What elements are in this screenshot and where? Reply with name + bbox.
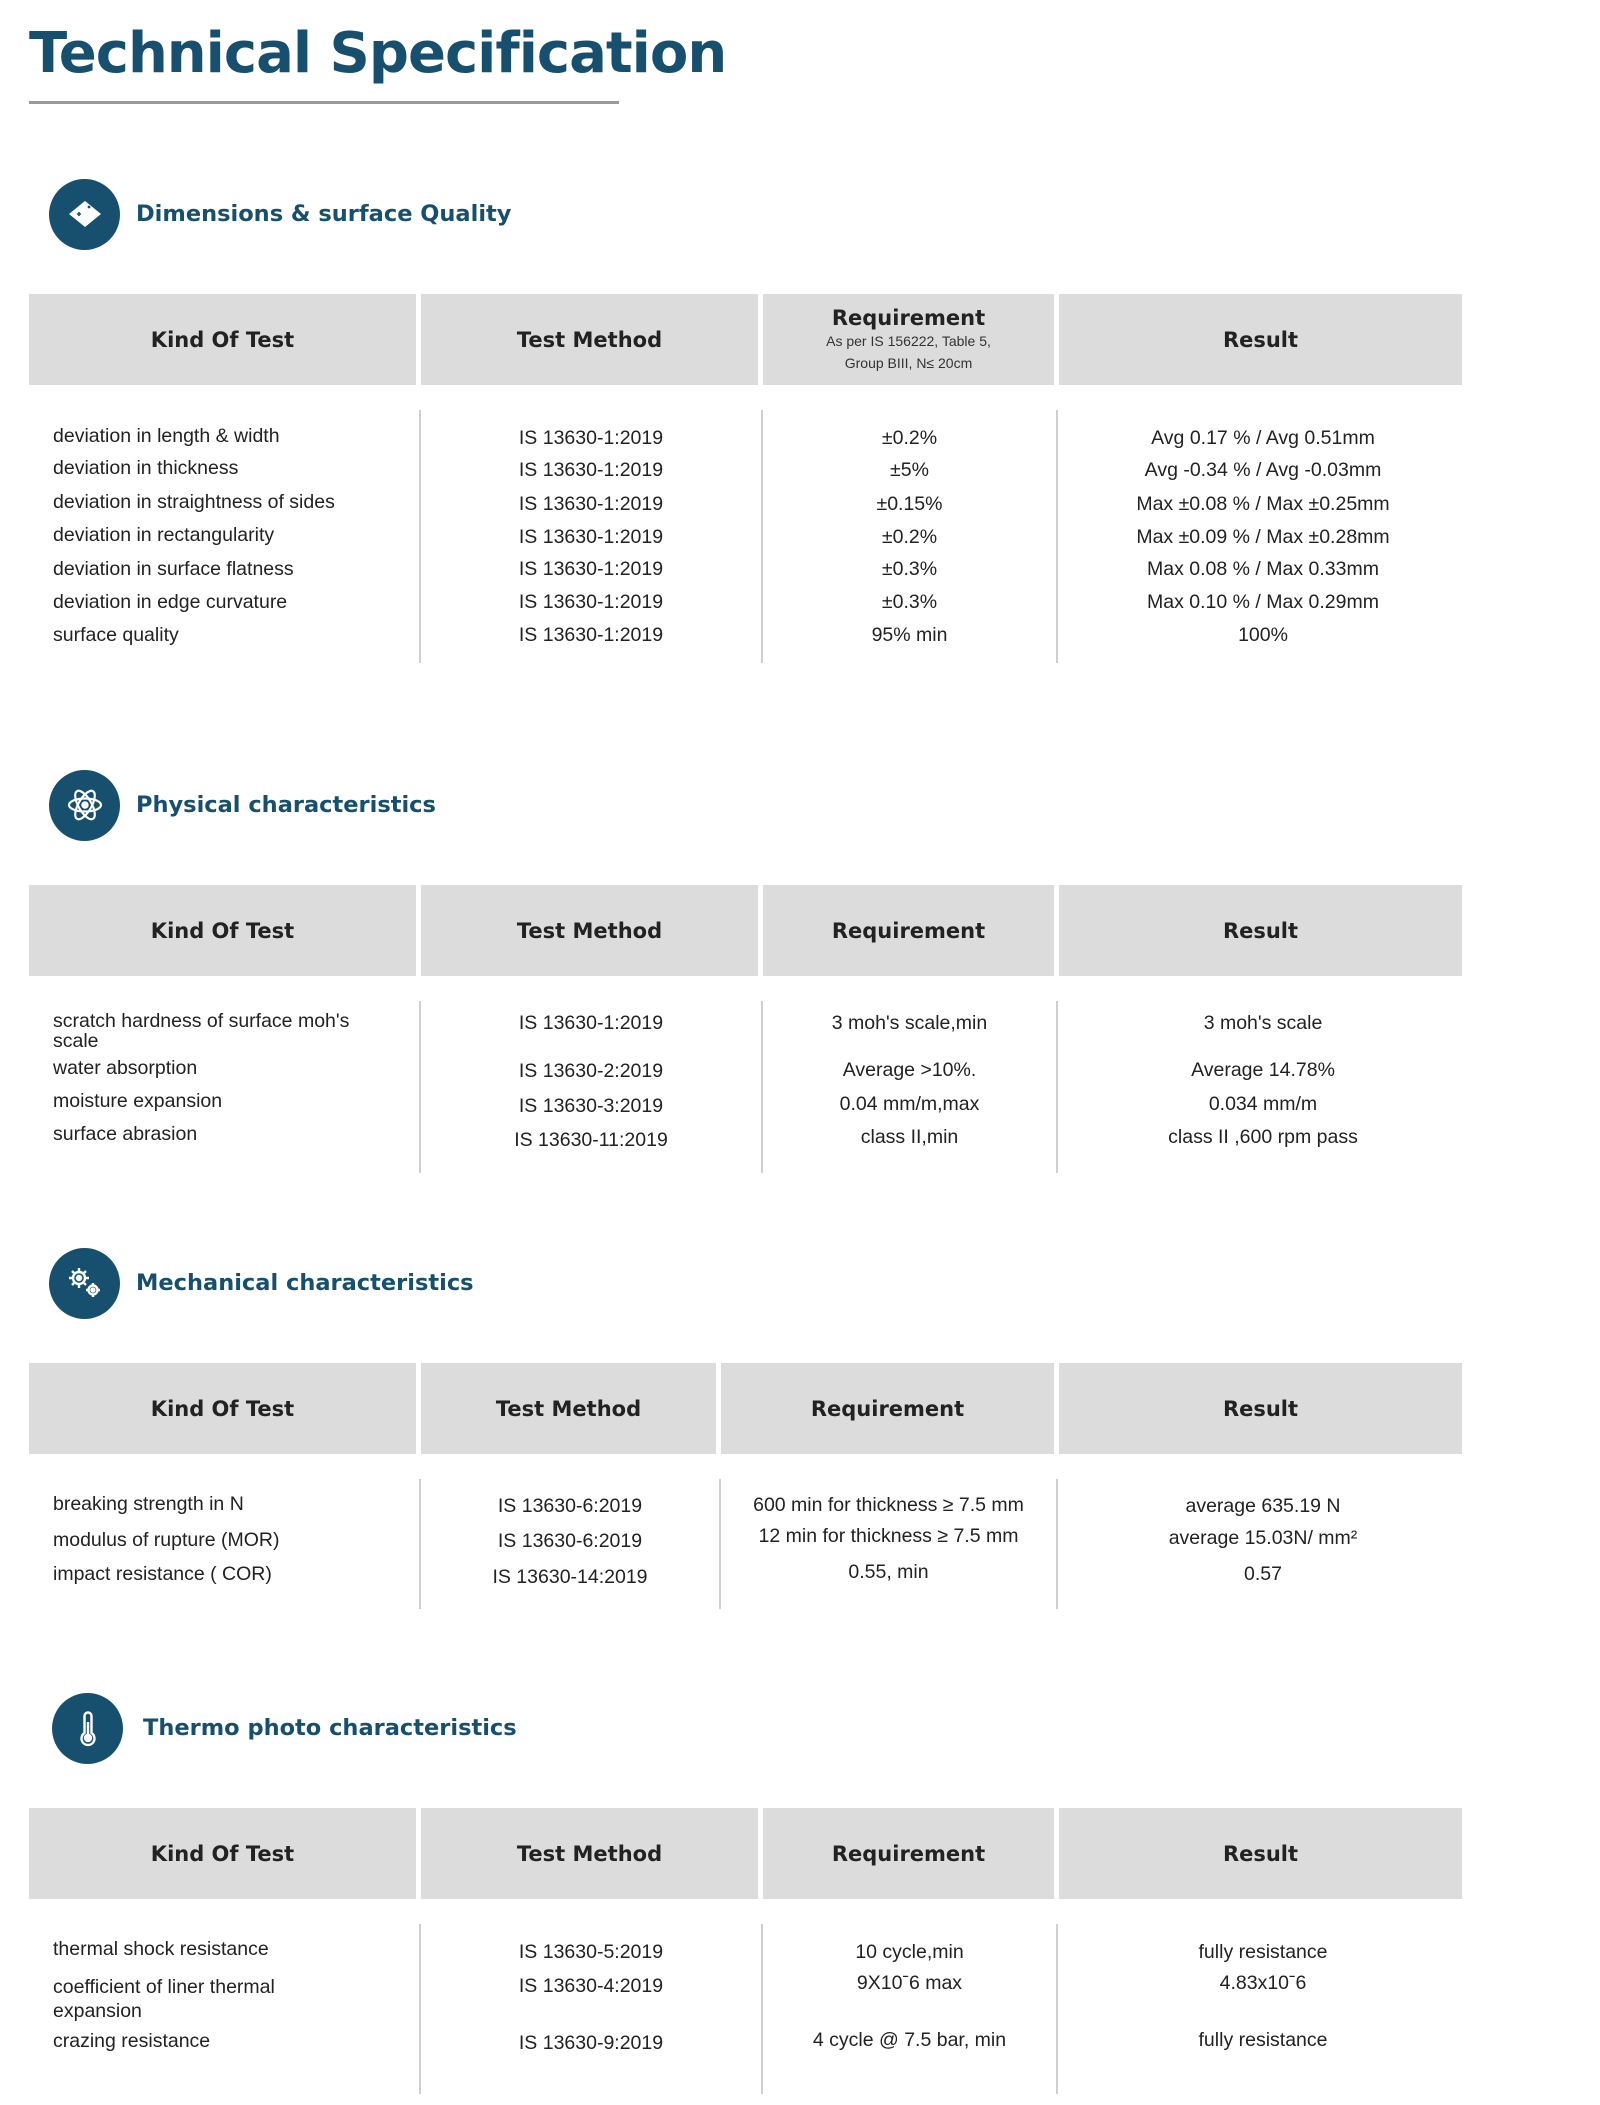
- table-cell: crazing resistance: [53, 2030, 211, 2052]
- column-kind-of-test: [29, 1479, 419, 1609]
- table-cell: Max ±0.08 % / Max ±0.25mm: [1136, 493, 1390, 515]
- column-result: [1056, 410, 1468, 663]
- table-cell: ±0.3%: [881, 558, 938, 580]
- column-requirement: [761, 1001, 1056, 1173]
- table-cell: impact resistance ( COR): [53, 1563, 272, 1585]
- header-test-method: Test Method: [421, 294, 758, 385]
- table-cell: fully resistance: [1198, 1941, 1328, 1963]
- header-kind-of-test: Kind Of Test: [29, 1363, 416, 1454]
- table-cell: IS 13630-11:2019: [514, 1129, 668, 1151]
- table-cell: 12 min for thickness ≥ 7.5 mm: [758, 1525, 1019, 1547]
- table-cell: moisture expansion: [53, 1090, 223, 1112]
- table-cell: deviation in thickness: [53, 457, 239, 479]
- column-test-method: [419, 410, 761, 663]
- table-cell: 95% min: [871, 624, 948, 646]
- header-test-method: Test Method: [421, 1363, 716, 1454]
- table-cell: coefficient of liner thermal expansion: [53, 1976, 275, 2022]
- table-cell: surface quality: [53, 624, 179, 646]
- header-requirement: Requirement: [763, 1808, 1054, 1899]
- table-cell: 4 cycle @ 7.5 bar, min: [812, 2029, 1007, 2051]
- table-cell: surface abrasion: [53, 1123, 198, 1145]
- section-title: Physical characteristics: [136, 792, 436, 818]
- table-cell: IS 13630-1:2019: [518, 624, 664, 646]
- table-header: [29, 1808, 1472, 1899]
- table-cell: modulus of rupture (MOR): [53, 1529, 280, 1551]
- gears-icon: [49, 1248, 120, 1319]
- header-requirement: Requirement As per IS 156222, Table 5, Group BIII, N≤ 20cm: [763, 294, 1054, 385]
- column-kind-of-test: [29, 410, 419, 663]
- column-requirement: [761, 1924, 1056, 2094]
- table-cell: thermal shock resistance: [53, 1938, 269, 1960]
- column-requirement: [761, 410, 1056, 663]
- table-cell: IS 13630-2:2019: [518, 1060, 664, 1082]
- table-cell: deviation in straightness of sides: [53, 491, 335, 513]
- table-cell: 600 min for thickness ≥ 7.5 mm: [753, 1494, 1024, 1516]
- requirement-note: As per IS 156222, Table 5,: [826, 332, 991, 349]
- table-cell: IS 13630-14:2019: [492, 1566, 648, 1588]
- table-body: [29, 1479, 1472, 1609]
- header-result: Result: [1059, 1808, 1462, 1899]
- table-cell: Average >10%.: [842, 1059, 977, 1081]
- table-cell: fully resistance: [1198, 2029, 1328, 2051]
- section-title: Mechanical characteristics: [136, 1270, 474, 1296]
- table-cell: deviation in rectangularity: [53, 524, 275, 546]
- table-cell: scratch hardness of surface moh's scale: [53, 1010, 350, 1052]
- table-cell: Avg -0.34 % / Avg -0.03mm: [1144, 459, 1382, 481]
- header-result: Result: [1059, 294, 1462, 385]
- table-body: [29, 1924, 1472, 2094]
- table-cell: class II ,600 rpm pass: [1168, 1126, 1358, 1148]
- table-cell: 3 moh's scale: [1203, 1012, 1323, 1034]
- column-result: [1056, 1924, 1468, 2094]
- table-cell: Avg 0.17 % / Avg 0.51mm: [1151, 427, 1375, 449]
- column-test-method: [419, 1479, 719, 1609]
- table-cell: ±0.3%: [881, 591, 938, 613]
- table-cell: class II,min: [860, 1126, 959, 1148]
- section-header: [49, 769, 436, 841]
- column-test-method: [419, 1001, 761, 1173]
- table-cell: ±0.2%: [881, 427, 938, 449]
- atom-icon: [49, 770, 120, 841]
- header-requirement: Requirement: [721, 1363, 1054, 1454]
- table-cell: 0.55, min: [848, 1561, 929, 1583]
- table-cell: deviation in edge curvature: [53, 591, 288, 613]
- thermometer-icon: [52, 1693, 123, 1764]
- tile-icon: [49, 179, 120, 250]
- header-kind-of-test: Kind Of Test: [29, 1808, 416, 1899]
- table-cell: ±0.2%: [881, 526, 938, 548]
- table-cell: IS 13630-4:2019: [518, 1975, 664, 1997]
- table-body: [29, 410, 1472, 663]
- table-header: [29, 294, 1472, 385]
- table-cell: Max ±0.09 % / Max ±0.28mm: [1136, 526, 1390, 548]
- section-title: Thermo photo characteristics: [143, 1715, 517, 1741]
- title-underline: [29, 101, 619, 104]
- table-cell: IS 13630-1:2019: [518, 1012, 664, 1034]
- table-cell: 9X10ˉ6 max: [856, 1972, 963, 1994]
- table-cell: deviation in surface flatness: [53, 558, 294, 580]
- table-header: [29, 1363, 1472, 1454]
- section-header: [52, 1692, 517, 1764]
- table-cell: IS 13630-5:2019: [518, 1941, 664, 1963]
- header-result: Result: [1059, 1363, 1462, 1454]
- table-cell: breaking strength in N: [53, 1493, 244, 1515]
- table-cell: 4.83x10ˉ6: [1219, 1972, 1307, 1994]
- table-body: [29, 1001, 1472, 1173]
- table-cell: deviation in length & width: [53, 425, 280, 447]
- table-cell: IS 13630-1:2019: [518, 427, 664, 449]
- table-cell: ±0.15%: [876, 493, 943, 515]
- table-cell: water absorption: [53, 1057, 198, 1079]
- table-cell: IS 13630-3:2019: [518, 1095, 664, 1117]
- column-requirement: [719, 1479, 1056, 1609]
- header-test-method: Test Method: [421, 1808, 758, 1899]
- table-cell: IS 13630-9:2019: [518, 2032, 664, 2054]
- section-header: [49, 1247, 474, 1319]
- table-cell: 0.034 mm/m: [1208, 1093, 1318, 1115]
- table-cell: IS 13630-1:2019: [518, 558, 664, 580]
- header-kind-of-test: Kind Of Test: [29, 885, 416, 976]
- table-cell: 100%: [1238, 624, 1288, 646]
- table-cell: 0.04 mm/m,max: [839, 1093, 980, 1115]
- table-cell: Max 0.10 % / Max 0.29mm: [1147, 591, 1379, 613]
- column-result: [1056, 1479, 1468, 1609]
- table-cell: IS 13630-1:2019: [518, 493, 664, 515]
- section-title: Dimensions & surface Quality: [136, 201, 512, 227]
- table-cell: IS 13630-6:2019: [497, 1530, 643, 1552]
- table-cell: 10 cycle,min: [855, 1941, 964, 1963]
- header-requirement: Requirement: [763, 885, 1054, 976]
- table-cell: ±5%: [890, 459, 929, 481]
- column-test-method: [419, 1924, 761, 2094]
- table-cell: IS 13630-1:2019: [518, 459, 664, 481]
- column-result: [1056, 1001, 1468, 1173]
- header-result: Result: [1059, 885, 1462, 976]
- table-cell: average 15.03N/ mm²: [1168, 1527, 1358, 1549]
- table-cell: 3 moh's scale,min: [831, 1012, 988, 1034]
- table-cell: IS 13630-1:2019: [518, 526, 664, 548]
- column-kind-of-test: [29, 1924, 419, 2094]
- section-header: [49, 178, 511, 250]
- table-cell: IS 13630-1:2019: [518, 591, 664, 613]
- table-cell: 0.57: [1244, 1563, 1282, 1585]
- requirement-note: Group BIII, N≤ 20cm: [844, 354, 973, 371]
- table-cell: Average 14.78%: [1191, 1059, 1335, 1081]
- header-kind-of-test: Kind Of Test: [29, 294, 416, 385]
- table-cell: IS 13630-6:2019: [497, 1495, 643, 1517]
- table-header: [29, 885, 1472, 976]
- page-title: Technical Specification: [29, 21, 727, 86]
- header-test-method: Test Method: [421, 885, 758, 976]
- table-cell: average 635.19 N: [1185, 1495, 1341, 1517]
- table-cell: Max 0.08 % / Max 0.33mm: [1147, 558, 1379, 580]
- column-kind-of-test: [29, 1001, 419, 1173]
